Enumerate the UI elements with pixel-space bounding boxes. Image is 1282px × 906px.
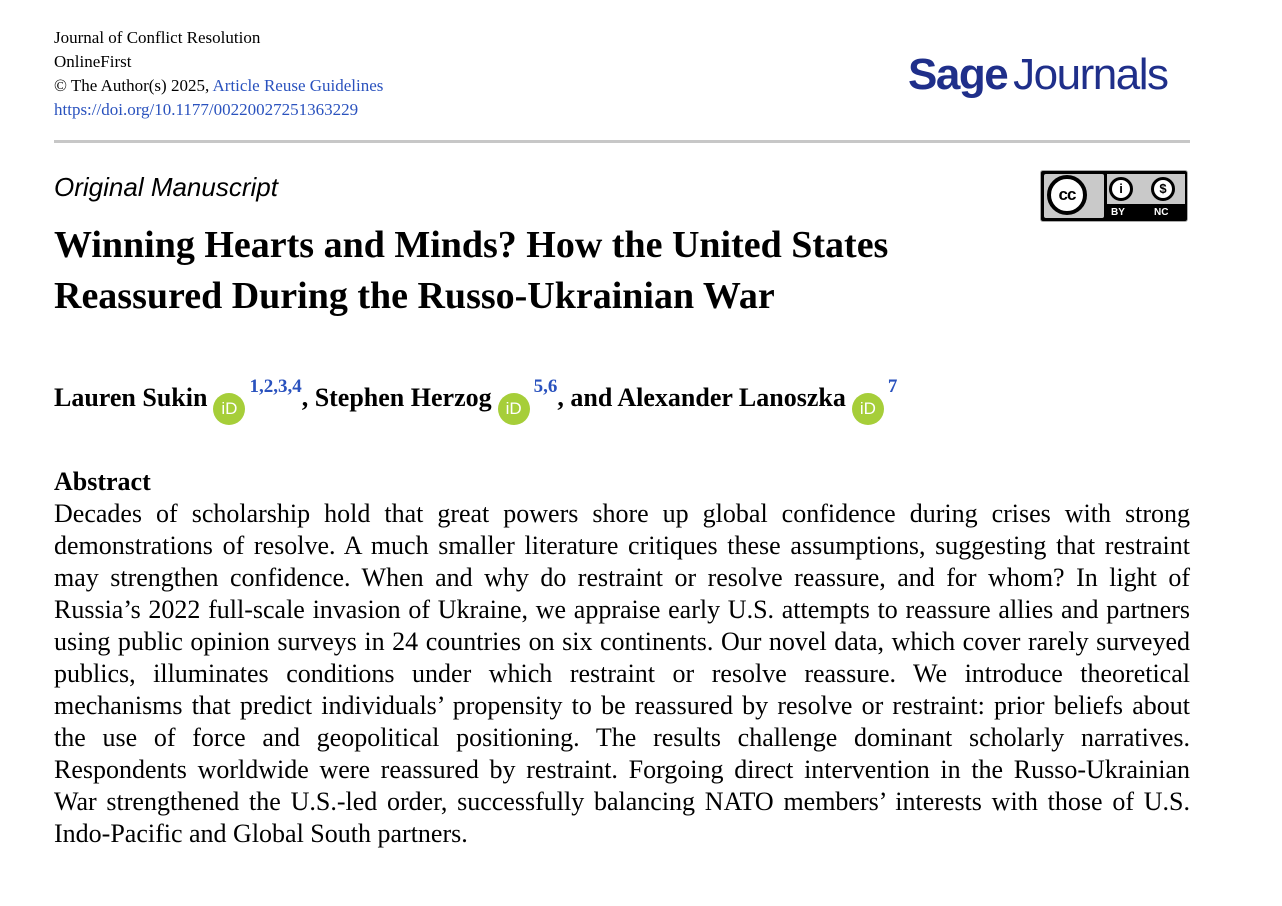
journal-meta [54,26,383,122]
article-type: Original Manuscript [54,172,278,202]
author-name: Alexander Lanoszka [617,383,846,412]
orcid-icon[interactable]: iD [852,393,884,425]
noncommercial-icon: $ [1151,177,1175,201]
logo-word-sage: Sage [908,50,1008,99]
journal-name: Journal of Conflict Resolution [54,28,261,47]
author-list [54,376,897,425]
affiliation-refs[interactable]: 1,2,3,4 [249,376,302,397]
publication-status: OnlineFirst [54,52,132,71]
attribution-icon: i [1109,177,1133,201]
author-name: Stephen Herzog [314,383,492,412]
author-separator: , and [557,383,618,412]
reuse-guidelines-link[interactable]: Article Reuse Guidelines [212,76,384,95]
abstract-text: Decades of scholarship hold that great powers shore up global confidence during crises with strong demonstrations of resolve. A much smaller literature critiques these assumptions, suggesting that restraint may strengthen confidence. When and why do restraint or resolve reassure, and for whom? In light of Russia’s 2022 full-scale invasion of Ukraine, we appraise early U.S. attempts to reassure allies and partners using public opinion surveys in 24 countries on six continents. Our novel data, which cover rarely surveyed publics, illuminates conditions under which restraint or resolve reassure. We introduce theoretical mechanisms that predict individuals’ propensity to be reassured by resolve or restraint: prior beliefs about the use of force and geopolitical positioning. The results challenge dominant scholarly narratives. Respondents worldwide were reassured by restraint. Forgoing direct intervention in the Russo-Ukrainian War strengthened the U.S.-led order, successfully balancing NATO members’ interests with those of U.S. Indo-Pacific and Global South partners. [54,499,1190,848]
header-divider [54,140,1190,143]
affiliation-refs[interactable]: 7 [887,376,898,397]
copyright-line [54,74,383,98]
cc-by-nc-license-badge[interactable] [1040,170,1188,222]
license-by-label: BY [1111,207,1125,218]
doi-link[interactable]: https://doi.org/10.1177/00220027251363229 [54,100,359,119]
logo-word-journals: Journals [1013,50,1168,99]
abstract-heading: Abstract [54,467,151,496]
author-separator: , [301,383,315,412]
author-name: Lauren Sukin [54,383,208,412]
orcid-icon[interactable]: iD [498,393,530,425]
article-title: Winning Hearts and Minds? How the United States Reassured During the Russo-Ukrainian War [54,224,889,317]
license-nc-label: NC [1154,207,1169,218]
creative-commons-icon: cc [1047,175,1087,215]
copyright-text: © The Author(s) 2025, [54,76,210,95]
orcid-icon[interactable]: iD [213,393,245,425]
affiliation-refs[interactable]: 5,6 [533,376,558,397]
sage-journals-logo[interactable] [908,50,1167,100]
